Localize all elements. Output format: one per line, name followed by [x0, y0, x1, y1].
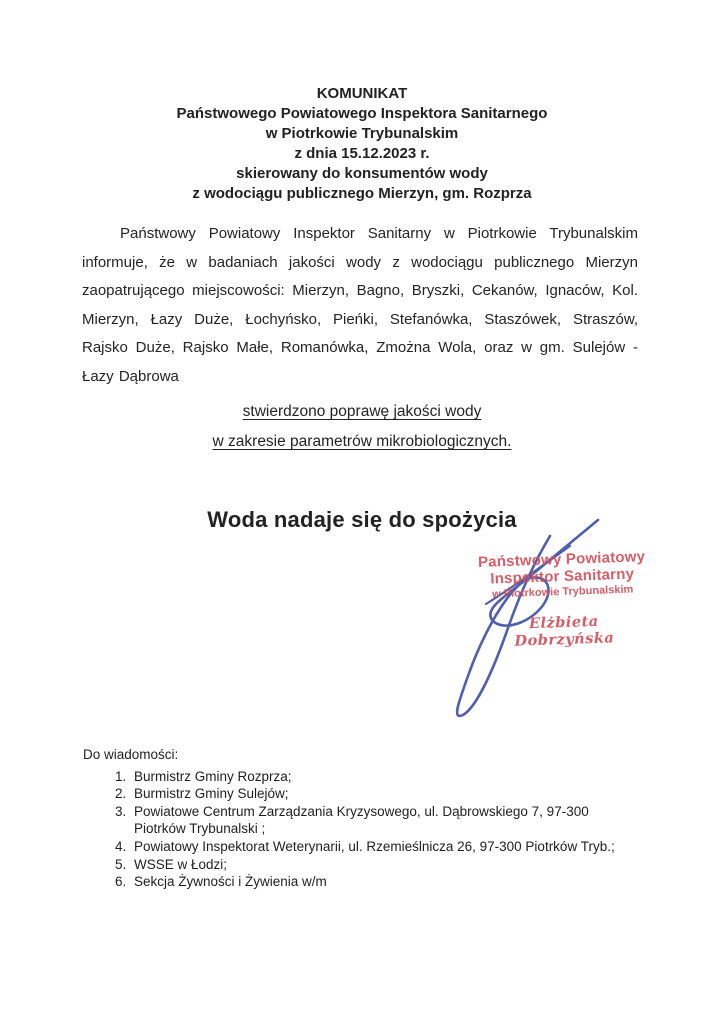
official-stamp — [476, 548, 649, 651]
distribution-item: 1. Burmistrz Gminy Rozprza; — [130, 768, 623, 786]
distribution-item: 4. Powiatowy Inspektorat Weterynarii, ul. Rzemieślnicza 26, 97-300 Piotrków Tryb.; — [130, 838, 623, 856]
underlined-statement-line-1: stwierdzono poprawę jakości wody — [242, 403, 482, 420]
header-line-waterworks: z wodociągu publicznego Mierzyn, gm. Rozprza — [192, 185, 532, 202]
header-line-authority: Państwowego Powiatowego Inspektora Sanitarnego — [176, 105, 548, 122]
stamp-line-city: w Piotrkowie Trybunalskim — [491, 583, 634, 601]
header-line-addressed: skierowany do konsumentów wody — [236, 165, 488, 182]
header-line-city: w Piotrkowie Trybunalskim — [265, 125, 459, 142]
distribution-heading: Do wiadomości: — [83, 747, 179, 762]
header-line-date: z dnia 15.12.2023 r. — [294, 145, 430, 162]
distribution-item: 5. WSSE w Łodzi; — [130, 856, 623, 874]
stamp-line-authority-2: Inspektor Sanitarny — [490, 565, 635, 588]
distribution-item: 2. Burmistrz Gminy Sulejów; — [130, 785, 623, 803]
body-paragraph: Państwowy Powiatowy Inspektor Sanitarny w Piotrkowie Trybunalskim informuje, że w badaniach jakości wody z wodociągu publicznego Mierzyn zaopatrującego miejscowości: Mierzyn, Bagno, Bryszki, Cekanów, Ignaców, Kol. Mierzyn, Łazy Duże, Łochyńsko, Pieńki, Stefanówka, Staszówek, Straszów, Rajsko Duże, Rajsko Małe, Romanówka, Zmożna Wola, oraz w gm. Sulejów - Łazy Dąbrowa — [82, 225, 638, 385]
distribution-item: 3. Powiatowe Centrum Zarządzania Kryzysowego, ul. Dąbrowskiego 7, 97-300 Piotrków Trybunalski ; — [130, 803, 623, 838]
header-line-title: KOMUNIKAT — [316, 85, 408, 102]
distribution-list — [83, 768, 623, 891]
underlined-statement — [0, 397, 724, 457]
stamp-line-authority-1: Państwowy Powiatowy — [477, 548, 646, 571]
main-statement: Woda nadaje się do spożycia — [207, 507, 517, 532]
stamp-signer-name: Elżbieta Dobrzyńska — [514, 612, 615, 650]
underlined-statement-line-2: w zakresie parametrów mikrobiologicznych. — [212, 433, 512, 450]
document-header — [0, 0, 724, 204]
distribution-item: 6. Sekcja Żywności i Żywienia w/m — [130, 873, 623, 891]
distribution-section — [83, 746, 724, 891]
